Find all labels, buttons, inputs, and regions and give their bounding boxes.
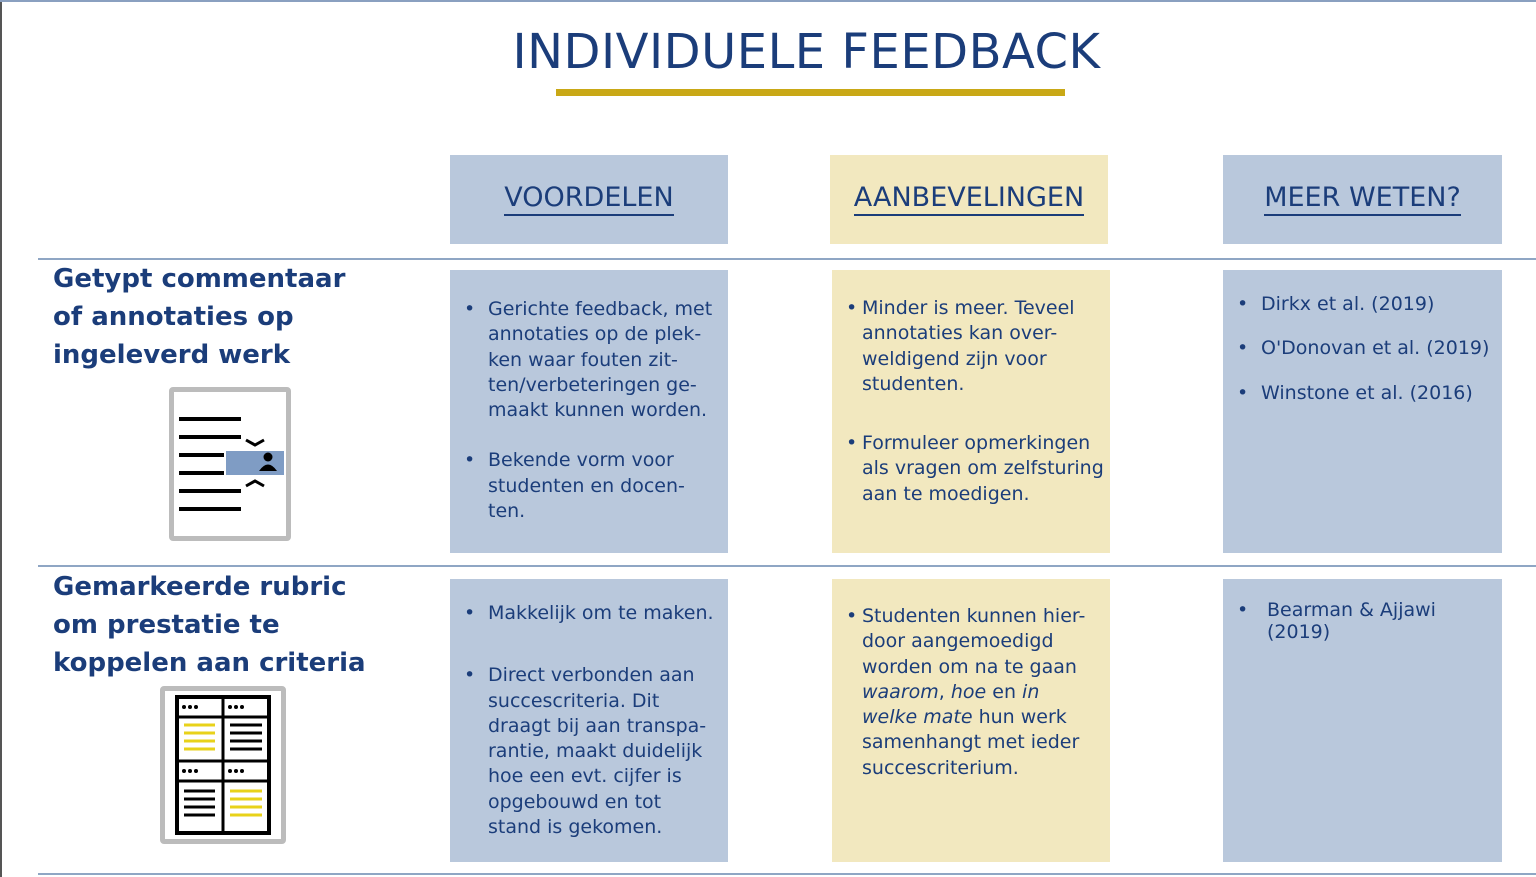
row1-benefits-cell (450, 270, 728, 553)
row2-recommendations-cell (832, 579, 1110, 862)
list-item: • Makkelijk om te maken. (450, 601, 728, 626)
top-rule (0, 0, 1536, 2)
recommendation-text: hun werk samenhangt met ieder succescriterium. (862, 706, 1080, 779)
header-aanbevelingen (830, 155, 1108, 244)
page-title: INDIVIDUELE FEEDBACK (512, 24, 1101, 80)
reference-item: • Bearman & Ajjawi (2019) (1223, 599, 1502, 643)
header-meer-weten-label: MEER WETEN? (1264, 183, 1461, 217)
title-underline (556, 89, 1065, 96)
recommendation-text: en (986, 680, 1023, 703)
list-item: • Formuleer opmerkingen als vragen om zelfsturing aan te moedigen. (832, 431, 1110, 507)
reference-item: • Winstone et al. (2016) (1223, 381, 1502, 406)
header-voordelen-label: VOORDELEN (504, 183, 673, 217)
recommendation-text: Studenten kunnen hier- door aangemoedigd worden om na te gaan (862, 605, 1086, 678)
row1-recommendations-cell (832, 270, 1110, 553)
row-label-marked-rubric: Gemarkeerde rubric om prestatie te koppelen aan criteria (53, 572, 366, 678)
row-divider (38, 873, 1536, 875)
row2-benefits-cell (450, 579, 728, 862)
window-edge (0, 0, 2, 877)
list-item (832, 604, 1110, 781)
row2-references-cell (1223, 579, 1502, 862)
reference-item: • O'Donovan et al. (2019) (1223, 336, 1502, 361)
recommendation-text: , (938, 680, 951, 703)
header-aanbevelingen-label: AANBEVELINGEN (854, 183, 1084, 217)
list-item: • Minder is meer. Teveel annotaties kan over- weldigend zijn voor studenten. (832, 296, 1110, 397)
list-item: • Bekende vorm voor studenten en docen- ten. (450, 448, 728, 524)
header-voordelen (450, 155, 728, 244)
row-divider (38, 565, 1536, 567)
rubric-grid-icon (160, 686, 286, 844)
emphasis-text: in welke mate (862, 680, 1040, 729)
list-item: • Direct verbonden aan succescriteria. Dit draagt bij aan transpa- rantie, maakt duidelijk hoe een evt. cijfer is opgebouwd en tot stand is gekomen. (450, 663, 728, 840)
annotated-document-icon (169, 387, 291, 541)
reference-item: • Dirkx et al. (2019) (1223, 292, 1502, 317)
emphasis-text: hoe (950, 680, 987, 703)
row-label-typed-comments: Getypt commentaar of annotaties op ingeleverd werk (53, 264, 346, 370)
header-meer-weten (1223, 155, 1502, 244)
emphasis-text: waarom (862, 680, 939, 703)
row1-references-cell (1223, 270, 1502, 553)
list-item: • Gerichte feedback, met annotaties op de plek- ken waar fouten zit- ten/verbeteringen ge- maakt kunnen worden. (450, 297, 728, 423)
